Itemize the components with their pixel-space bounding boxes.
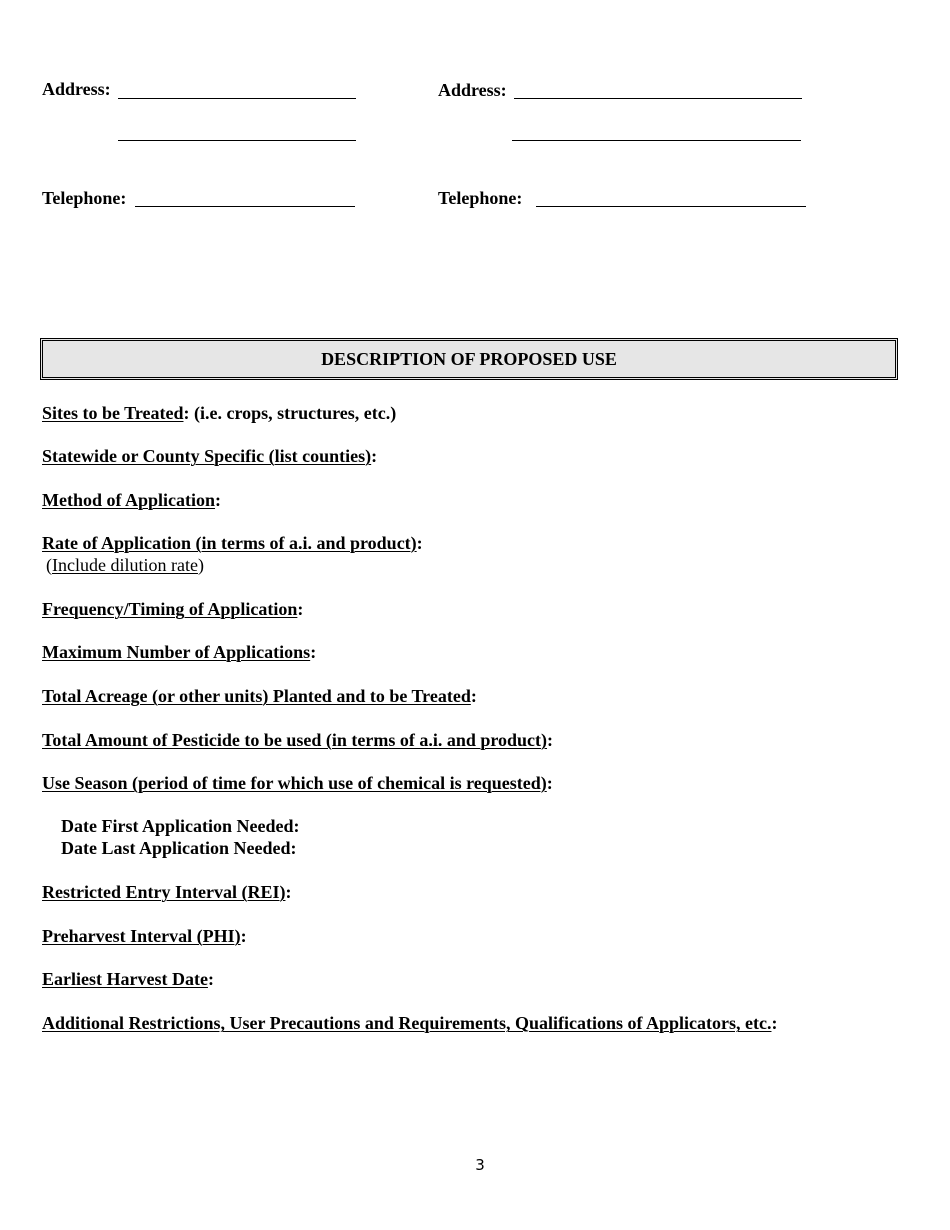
page-number: 3 [475, 1156, 485, 1174]
field-harvest-label: Earliest Harvest Date [42, 969, 208, 989]
field-amount-label: Total Amount of Pesticide to be used (in terms of a.i. and product) [42, 730, 548, 750]
field-statewide-label: Statewide or County Specific (list counties) [42, 446, 372, 466]
field-phi-label: Preharvest Interval (PHI) [42, 926, 241, 946]
left-telephone-line[interactable] [135, 206, 355, 207]
field-frequency [42, 598, 303, 620]
field-max-apps-suffix: : [310, 642, 317, 662]
right-telephone-line[interactable] [536, 206, 806, 207]
field-additional-label: Additional Restrictions, User Precautions and Requirements, Qualifications of Applicators, etc. [42, 1013, 772, 1033]
field-harvest [42, 968, 214, 990]
field-rei-label: Restricted Entry Interval (REI) [42, 882, 286, 902]
right-address-line-2[interactable] [512, 140, 801, 141]
field-acreage [42, 685, 477, 707]
right-address-label: Address: [438, 80, 507, 100]
field-method-suffix: : [215, 490, 222, 510]
left-address-line-2[interactable] [118, 140, 356, 141]
field-season-label: Use Season (period of time for which use of chemical is requested) [42, 773, 547, 793]
field-harvest-suffix: : [207, 969, 214, 989]
right-address-line-1[interactable] [514, 98, 802, 99]
left-address-label: Address: [42, 79, 111, 99]
field-rei [42, 881, 291, 903]
field-statewide [42, 445, 377, 467]
field-rate-note: (Include dilution rate) [46, 555, 204, 575]
field-amount-suffix: : [547, 730, 554, 750]
field-method [42, 489, 221, 511]
left-address-line-1[interactable] [118, 98, 356, 99]
field-additional-suffix: : [771, 1013, 778, 1033]
field-sites-suffix: : (i.e. crops, structures, etc.) [183, 403, 397, 423]
field-additional [42, 1012, 777, 1034]
field-phi [42, 925, 247, 947]
field-rate-label: Rate of Application (in terms of a.i. and product) [42, 533, 417, 553]
field-season-suffix: : [546, 773, 553, 793]
field-acreage-label: Total Acreage (or other units) Planted and to be Treated [42, 686, 471, 706]
field-frequency-suffix: : [297, 599, 304, 619]
right-telephone-label: Telephone: [438, 188, 523, 208]
left-telephone-label: Telephone: [42, 188, 127, 208]
field-sites-label: Sites to be Treated [42, 403, 184, 423]
field-rate-note-text: Include dilution rate [52, 555, 198, 575]
field-season [42, 772, 553, 794]
field-amount [42, 729, 553, 751]
field-phi-suffix: : [240, 926, 247, 946]
section-header [40, 338, 898, 380]
field-frequency-label: Frequency/Timing of Application [42, 599, 298, 619]
field-statewide-suffix: : [371, 446, 378, 466]
field-acreage-suffix: : [470, 686, 477, 706]
section-title: DESCRIPTION OF PROPOSED USE [321, 348, 617, 369]
field-date-first: Date First Application Needed: [61, 816, 300, 836]
field-rate-suffix: : [416, 533, 423, 553]
field-sites [42, 402, 396, 424]
field-date-last: Date Last Application Needed: [61, 838, 297, 858]
field-max-apps-label: Maximum Number of Applications [42, 642, 311, 662]
field-rei-suffix: : [285, 882, 292, 902]
field-method-label: Method of Application [42, 490, 216, 510]
field-max-apps [42, 641, 316, 663]
field-rate [42, 532, 423, 554]
